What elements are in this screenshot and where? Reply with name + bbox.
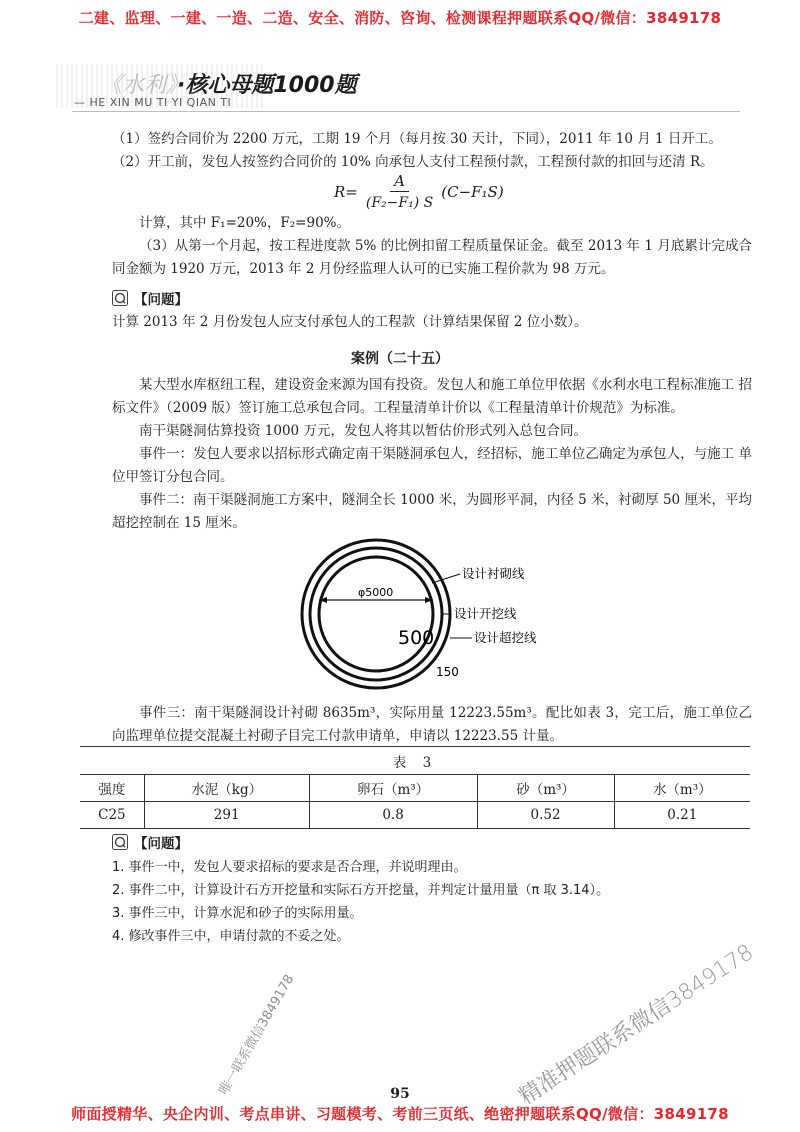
table-cell: 0.8 [309, 802, 477, 829]
table-cell: 0.21 [614, 802, 750, 829]
header-rule [72, 111, 740, 112]
question-heading-label: 【问题】 [134, 836, 188, 852]
intro-item-2: （2）开工前，发包人按签约合同价的 10% 向承包人支付工程预付款，工程预付款的扣回与还清 R。 [112, 154, 714, 170]
diameter-label: φ5000 [358, 586, 394, 599]
book-title-dark: ·核心母题1000题 [177, 73, 357, 98]
table-header: 水泥（kg） [144, 775, 309, 802]
book-title [100, 68, 357, 99]
table-cell: 291 [144, 802, 309, 829]
intro-item-3: 计算，其中 F₁=20%，F₂=90%。 [139, 215, 350, 231]
table-cell: 0.52 [477, 802, 614, 829]
formula [334, 172, 504, 212]
question-heading-1 [112, 288, 188, 308]
table-header: 砂（m³） [477, 775, 614, 802]
lining-label: 500 [398, 627, 435, 649]
lining-circle [319, 557, 433, 671]
case-title: 案例（二十五） [351, 351, 449, 367]
label-design-lining: 设计衬砌线 [462, 566, 525, 581]
overbreak-circle [302, 540, 450, 688]
question-2-2: 2. 事件二中，计算设计石方开挖量和实际石方开挖量，并判定计量用量（π 取 3.14）。 [112, 883, 610, 898]
label-design-overbreak: 设计超挖线 [474, 630, 537, 645]
case-paragraph-1: 某大型水库枢纽工程，建设资金来源为国有投资。发包人和施工单位甲依据《水利水电工程标准施工 招标文件》（2009 版）签订施工总承包合同。工程量清单计价以《工程量清单计价规范》为标准。 [112, 377, 752, 416]
table-header: 卵石（m³） [309, 775, 477, 802]
question-2-4: 4. 修改事件三中，申请付款的不妥之处。 [112, 929, 350, 944]
question-icon [112, 290, 128, 306]
question-1: 计算 2013 年 2 月份发包人应支付承包人的工程款（计算结果保留 2 位小数）。 [112, 314, 588, 330]
book-title-light: 《水利》 [100, 73, 178, 98]
bottom-banner: 师面授精华、央企内训、考点串讲、习题模考、考前三页纸、绝密押题联系QQ/微信：3849178 [71, 1105, 729, 1123]
label-design-excavation: 设计开挖线 [454, 606, 517, 621]
watermark-right: 精准押题联系微信3849178 [514, 939, 759, 1111]
question-icon [112, 834, 128, 850]
top-banner: 二建、监理、一建、一造、二造、安全、消防、咨询、检测课程押题联系QQ/微信：3849178 [78, 9, 722, 27]
mix-ratio-table [80, 746, 750, 829]
event-1: 事件一：发包人要求以招标形式确定南干渠隧洞承包人，经招标，施工单位乙确定为承包人，与施工 单位甲签订分包合同。 [112, 446, 752, 485]
page-number: 95 [390, 1086, 410, 1102]
intro-item-4: （3）从第一个月起，按工程进度款 5% 的比例扣留工程质量保证金。截至 2013 年 1 月底累计完成合同金额为 1920 万元，2013 年 2 月份经监理人认可的已实施工程价款为 98 万元。 [112, 238, 752, 277]
question-heading-label: 【问题】 [134, 292, 188, 308]
table-header: 强度 [80, 775, 144, 802]
formula-rhs: (C−F₁S) [441, 183, 504, 201]
formula-fraction [366, 173, 433, 212]
table-header: 水（m³） [614, 775, 750, 802]
case-paragraph-2: 南干渠隧洞估算投资 1000 万元，发包人将其以暂估价形式列入总包合同。 [139, 423, 587, 439]
question-2-3: 3. 事件三中，计算水泥和砂子的实际用量。 [112, 906, 363, 921]
question-heading-2 [112, 832, 188, 852]
table-cell: C25 [80, 802, 144, 829]
event-3: 事件三：南干渠隧洞设计衬砌 8635m³，实际用量 12223.55m³。配比如表 3，完工后，施工单位乙向监理单位提交混凝土衬砌子目完工付款申请单，申请以 12223.55 计量。 [112, 705, 752, 744]
formula-denominator: (F₂−F₁) S [365, 194, 434, 211]
overbreak-label: 150 [436, 665, 459, 679]
tunnel-diagram [300, 538, 600, 690]
book-subtitle: — HE XIN MU TI YI QIAN TI [74, 96, 232, 109]
leader-lining [432, 574, 460, 583]
excavation-circle [310, 548, 442, 680]
intro-item-1: （1）签约合同价为 2200 万元，工期 19 个月（每月按 30 天计，下同），2011 年 10 月 1 日开工。 [112, 131, 722, 147]
formula-lhs: R= [334, 183, 358, 201]
watermark-left: 唯一联系微信3849178 [216, 972, 298, 1098]
table-caption: 表 3 [80, 747, 750, 775]
formula-numerator: A [390, 173, 409, 192]
event-2: 事件二：南干渠隧洞施工方案中，隧洞全长 1000 米，为圆形平洞，内径 5 米，衬砌厚 50 厘米，平均 超挖控制在 15 厘米。 [112, 492, 752, 531]
question-2-1: 1. 事件一中，发包人要求招标的要求是否合理，并说明理由。 [112, 860, 467, 875]
